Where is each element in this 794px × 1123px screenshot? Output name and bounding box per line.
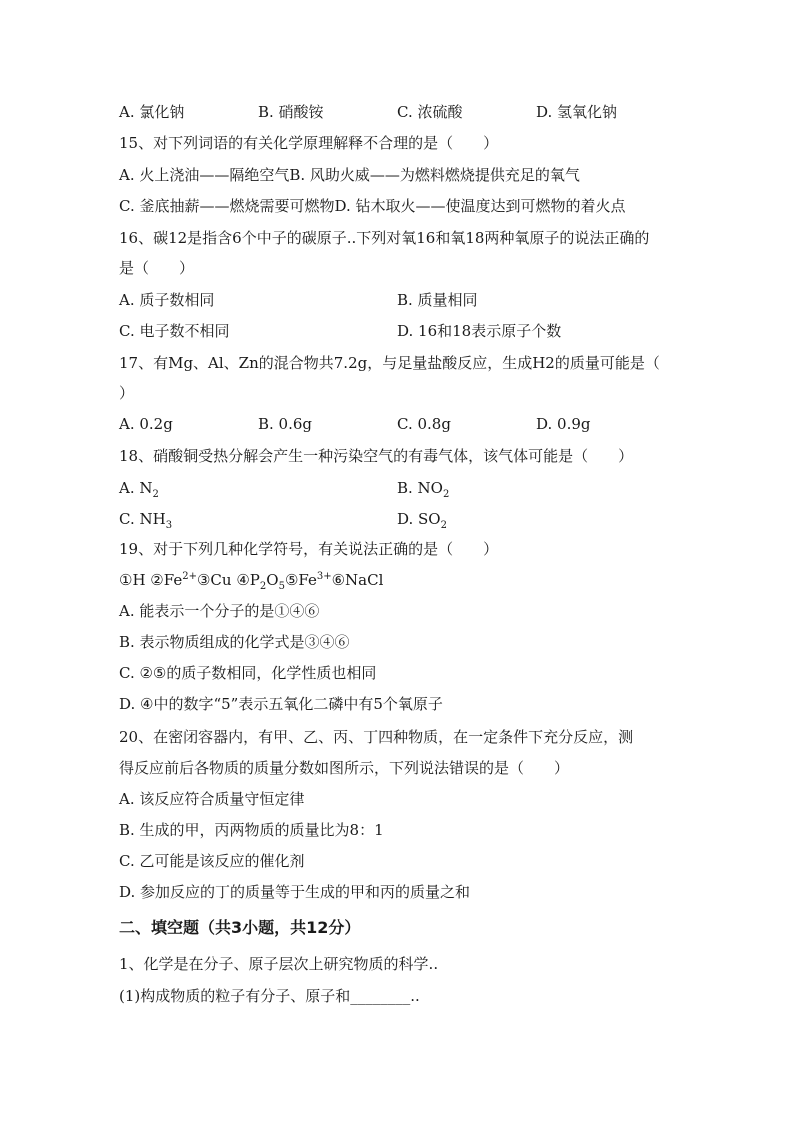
q20-option-b: B. 生成的甲，丙两物质的质量比为8：1 bbox=[119, 821, 384, 839]
q17-option-d: D. 0.9g bbox=[536, 415, 591, 433]
q18-stem: 18、硝酸铜受热分解会产生一种污染空气的有毒气体，该气体可能是（ ） bbox=[119, 447, 634, 465]
q18-option-d: D. $SO_2$ bbox=[397, 510, 447, 531]
q16-option-a: A. 质子数相同 bbox=[119, 291, 215, 309]
q19-option-d: D. ④中的数字“5”表示五氧化二磷中有5个氧原子 bbox=[119, 695, 443, 713]
q14-option-a: A. 氯化钠 bbox=[119, 103, 185, 121]
q17-option-c: C. 0.8g bbox=[397, 415, 451, 433]
q17-stem-line2: ） bbox=[119, 384, 135, 402]
q16-stem-line2: 是（ ） bbox=[119, 259, 195, 277]
q18-option-c: C. $NH_3$ bbox=[119, 510, 173, 531]
q14-option-c: C. 浓硫酸 bbox=[397, 103, 463, 121]
q20-option-a: A. 该反应符合质量守恒定律 bbox=[119, 790, 305, 808]
q20-stem-line1: 20、在密闭容器内，有甲、乙、丙、丁四种物质，在一定条件下充分反应，测 bbox=[119, 728, 634, 746]
q19-symbols: ①H $②Fe^{2+}③Cu$ $④P_2O_5⑤Fe^{3+}⑥NaCl$ bbox=[119, 571, 384, 592]
q14-option-d: D. 氢氧化钠 bbox=[536, 103, 618, 121]
q19-stem: 19、对于下列几种化学符号，有关说法正确的是（ ） bbox=[119, 540, 499, 558]
q18-option-b: B. $NO_2$ bbox=[397, 479, 450, 500]
q20-stem-line2: 得反应前后各物质的质量分数如图所示，下列说法错误的是（ ） bbox=[119, 759, 570, 777]
q15-stem: 15、对下列词语的有关化学原理解释不合理的是（ ） bbox=[119, 134, 499, 152]
q19-option-c: C. ②⑤的质子数相同，化学性质也相同 bbox=[119, 664, 377, 682]
q20-option-d: D. 参加反应的丁的质量等于生成的甲和丙的质量之和 bbox=[119, 883, 471, 901]
q16-stem-line1: 16、碳12是指含6个中子的碳原子..下列对氧16和氧18两种氧原子的说法正确的 bbox=[119, 229, 650, 247]
q19-option-a: A. 能表示一个分子的是①④⑥ bbox=[119, 602, 320, 620]
q14-option-b: B. 硝酸铵 bbox=[258, 103, 324, 121]
q20-option-c: C. 乙可能是该反应的催化剂 bbox=[119, 852, 305, 870]
q19-option-b: B. 表示物质组成的化学式是③④⑥ bbox=[119, 633, 350, 651]
q15-options-line2: C. 釜底抽薪——燃烧需要可燃物D. 钻木取火——使温度达到可燃物的着火点 bbox=[119, 197, 626, 215]
q16-option-d: D. 16和18表示原子个数 bbox=[397, 322, 562, 340]
q15-options-line1: A. 火上浇油——隔绝空气B. 风助火威——为燃料燃烧提供充足的氧气 bbox=[119, 166, 580, 184]
q17-stem-line1: 17、有Mg、Al、Zn的混合物共7.2g，与足量盐酸反应，生成H2的质量可能是（ bbox=[119, 354, 660, 372]
fill-q1-sub1: (1)构成物质的粒子有分子、原子和________.. bbox=[119, 987, 420, 1005]
q17-option-a: A. 0.2g bbox=[119, 415, 173, 433]
q17-option-b: B. 0.6g bbox=[258, 415, 313, 433]
q16-option-b: B. 质量相同 bbox=[397, 291, 478, 309]
fill-q1-stem: 1、化学是在分子、原子层次上研究物质的科学.. bbox=[119, 955, 439, 973]
q16-option-c: C. 电子数不相同 bbox=[119, 322, 230, 340]
section-heading: 二、填空题（共3小题，共12分） bbox=[119, 918, 361, 937]
q18-option-a: A. $N_2$ bbox=[119, 479, 159, 500]
